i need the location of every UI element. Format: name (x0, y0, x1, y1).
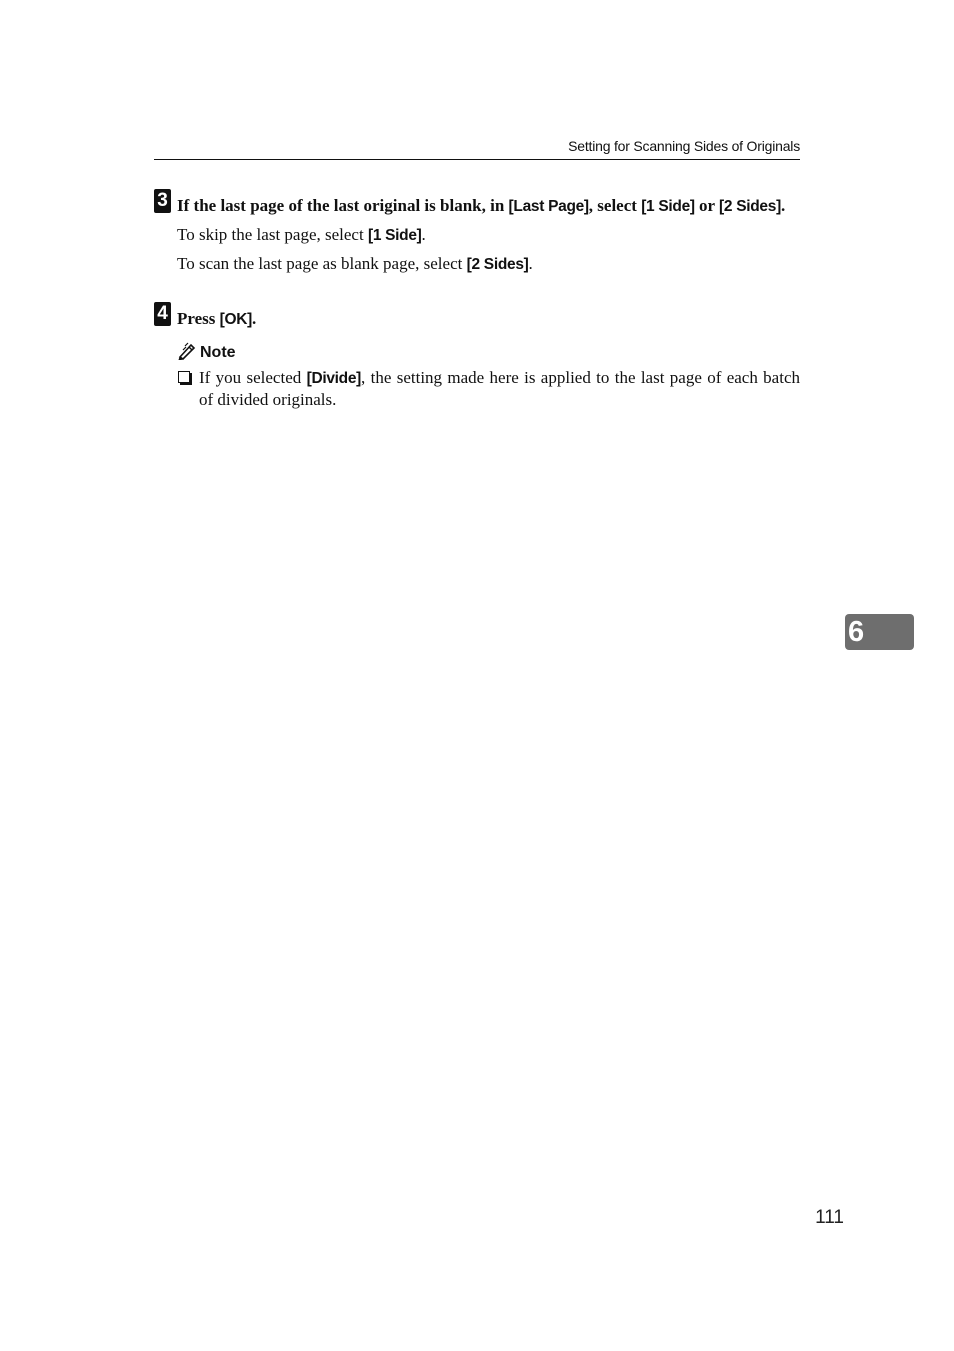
chapter-number: 6 (848, 616, 865, 648)
instruction-text: . (252, 309, 257, 328)
instruction-text: or (694, 196, 720, 215)
note-text-part: If you selected (199, 368, 307, 387)
detail-text: To skip the last page, select (177, 225, 368, 244)
detail-text: To scan the last page as blank page, select (177, 254, 467, 273)
note-heading-label: Note (200, 344, 236, 361)
header-rule (154, 159, 800, 160)
detail-text: . (528, 254, 533, 273)
key-1-side: [1 Side] (367, 227, 422, 244)
chapter-tab (845, 614, 914, 650)
step-3 (154, 189, 800, 275)
note-text (199, 367, 800, 410)
step-detail (177, 224, 800, 246)
key-2-sides: [2 Sides] (719, 198, 781, 215)
key-divide: [Divide] (306, 370, 362, 387)
note-item (177, 367, 800, 410)
instruction-text: Press (177, 309, 220, 328)
instruction-text: . (780, 196, 786, 215)
key-last-page: [Last Page] (508, 198, 589, 215)
note-heading (177, 342, 236, 364)
checkbox-bullet-icon (178, 371, 190, 383)
step-number-badge: 4 (154, 302, 171, 326)
step-instruction (177, 302, 800, 330)
step-number-badge: 3 (154, 189, 171, 213)
step-instruction (177, 189, 800, 217)
key-1-side: [1 Side] (641, 198, 695, 215)
page-number: 111 (815, 1207, 844, 1228)
detail-text: . (421, 225, 426, 244)
pencil-icon (177, 342, 197, 360)
header-title: Setting for Scanning Sides of Originals (568, 138, 800, 154)
note-text-part: , the setting made here is applied to the last page of each batch of divided originals. (199, 368, 800, 409)
key-ok: [OK] (219, 311, 253, 328)
step-detail (177, 253, 800, 275)
instruction-text: If the last page of the last original is blank, in (177, 196, 509, 215)
step-4 (154, 302, 800, 330)
key-2-sides: [2 Sides] (466, 256, 529, 273)
instruction-text: , select (588, 196, 642, 215)
